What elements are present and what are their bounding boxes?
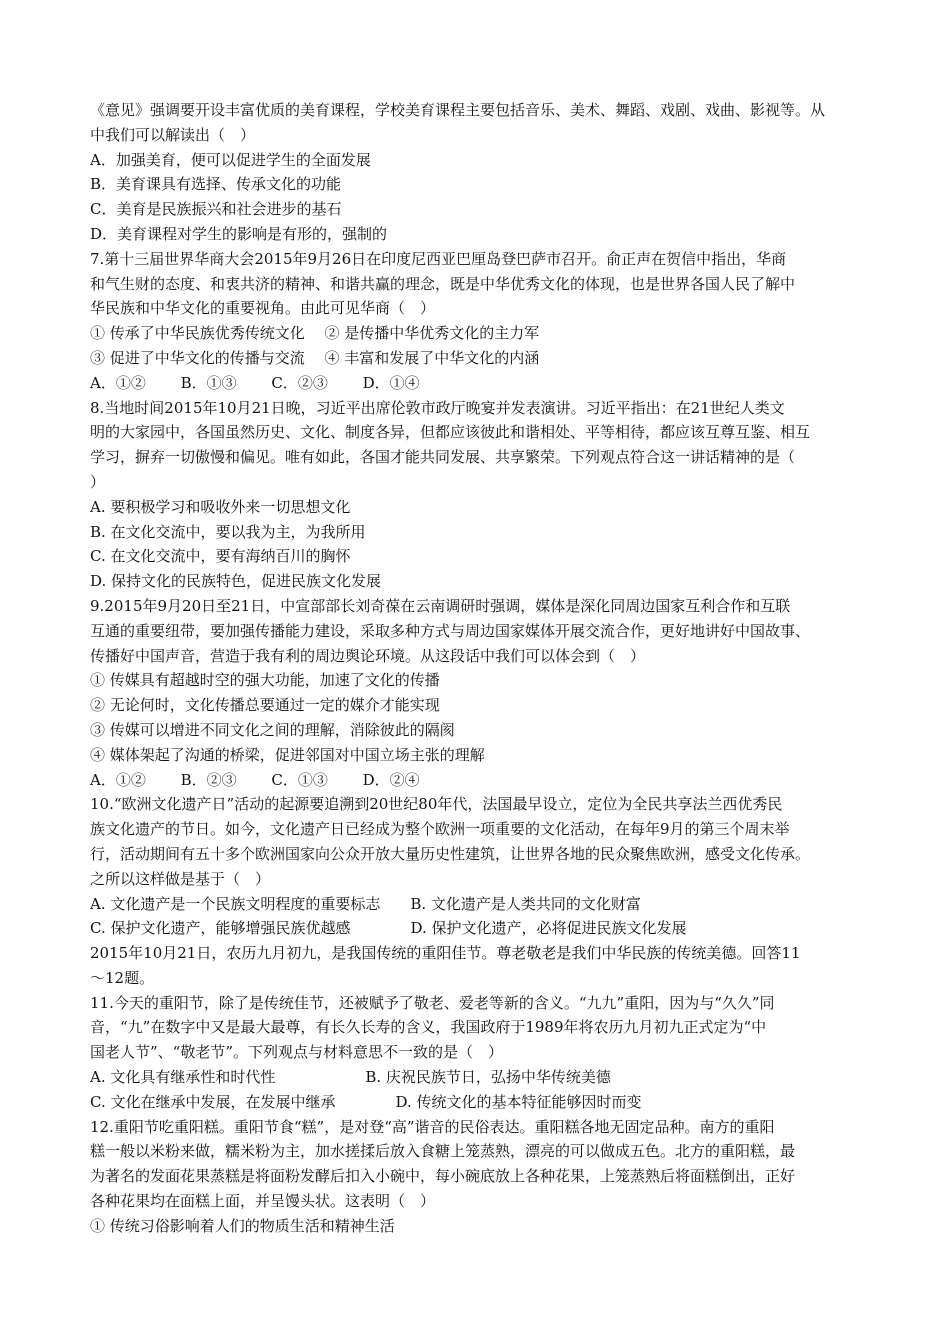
question-10-line: 行，活动期间有五十多个欧洲国家向公众开放大量历史性建筑，让世界各地的民众聚焦欧洲，感受文化传承。 [90, 844, 811, 863]
option-line: D．美育课程对学生的影响是有形的，强制的 [90, 224, 388, 243]
option-line: C. 保护文化遗产，能够增强民族优越感 D. 保护文化遗产，必将促进民族文化发展 [90, 919, 687, 938]
statement-line: ④ 媒体架起了沟通的桥梁，促进邻国对中国立场主张的理解 [90, 745, 485, 764]
statement-line: ② 无论何时，文化传播总要通过一定的媒介才能实现 [90, 696, 440, 715]
statement-line: ① 传媒具有超越时空的强大功能，加速了文化的传播 [90, 671, 440, 690]
question-10-line: 族文化遗产的节日。如今，文化遗产日已经成为整个欧洲一项重要的文化活动，在每年9月的第三个周末举 [90, 820, 790, 839]
question-12-line: 12.重阳节吃重阳糕。重阳节食“糕”，是对登“高”谐音的民俗表达。重阳糕各地无固定品种。南方的重阳 [90, 1117, 775, 1136]
question-9-line: 传播好中国声音，营造于我有利的周边舆论环境。从这段话中我们可以体会到（ ） [90, 646, 646, 665]
option-line: C．美育是民族振兴和社会进步的基石 [90, 200, 342, 219]
question-8-line: 明的大家园中，各国虽然历史、文化、制度各异，但都应该彼此和谐相处、平等相待，都应该互尊互鉴、相互 [90, 423, 811, 442]
question-10-line: 之所以这样做是基于（ ） [90, 869, 271, 888]
choice-line: A．①② B．①③ C．②③ D．①④ [90, 373, 420, 392]
material-line: 2015年10月21日，农历九月初九，是我国传统的重阳佳节。尊老敬老是我们中华民族的传统美德。回答11 [90, 944, 801, 963]
text-line: 中我们可以解读出（ ） [90, 125, 256, 144]
option-line: A. 文化具有继承性和时代性 B. 庆祝民族节日，弘扬中华传统美德 [90, 1068, 611, 1087]
question-11-line: 11.今天的重阳节，除了是传统佳节，还被赋予了敬老、爱老等新的含义。“九九”重阳，因为与“久久”同 [90, 993, 775, 1012]
option-line: A. 文化遗产是一个民族文明程度的重要标志 B. 文化遗产是人类共同的文化财富 [90, 894, 641, 913]
question-8-line: 8.当地时间2015年10月21日晚，习近平出席伦敦市政厅晚宴并发表演讲。习近平指出：在21世纪人类文 [90, 398, 785, 417]
choice-line: A．①② B．②③ C．①③ D．②④ [90, 770, 420, 789]
option-line: C. 在文化交流中，要有海纳百川的胸怀 [90, 547, 351, 566]
option-line: B. 在文化交流中，要以我为主，为我所用 [90, 522, 366, 541]
question-8-line: 学习，摒弃一切傲慢和偏见。唯有如此，各国才能共同发展、共享繁荣。下列观点符合这一讲话精神的是（ [90, 448, 796, 467]
text-line: 《意见》强调要开设丰富优质的美育课程，学校美育课程主要包括音乐、美术、舞蹈、戏剧、戏曲、影视等。从 [90, 101, 826, 119]
statement-line: ① 传承了中华民族优秀传统文化 ② 是传播中华优秀文化的主力军 [90, 324, 540, 343]
statement-line: ① 传统习俗影响着人们的物质生活和精神生活 [90, 1216, 395, 1235]
question-10-line: 10.“欧洲文化遗产日”活动的起源要追溯到20世纪80年代，法国最早设立，定位为全民共享法兰西优秀民 [90, 795, 783, 814]
question-7-line: 7.第十三届世界华商大会2015年9月26日在印度尼西亚巴厘岛登巴萨市召开。俞正声在贺信中指出，华商 [90, 249, 787, 268]
question-9-line: 互通的重要纽带，要加强传播能力建设，采取多种方式与周边国家媒体开展交流合作，更好地讲好中国故事、 [90, 621, 811, 640]
option-line: D. 保持文化的民族特色，促进民族文化发展 [90, 572, 382, 591]
question-8-line: ） [90, 472, 106, 491]
question-12-line: 各种花果均在面糕上面，并呈馒头状。这表明（ ） [90, 1192, 436, 1211]
question-11-line: 国老人节”、“敬老节”。下列观点与材料意思不一致的是（ ） [90, 1043, 504, 1062]
statement-line: ③ 促进了中华文化的传播与交流 ④ 丰富和发展了中华文化的内涵 [90, 348, 540, 367]
question-12-line: 糕一般以米粉来做，糯米粉为主，加水搓揉后放入食糖上笼蒸熟，漂亮的可以做成五色。北方的重阳糕，最 [90, 1142, 796, 1161]
option-line: B．美育课具有选择、传承文化的功能 [90, 175, 342, 194]
option-line: A．加强美育，便可以促进学生的全面发展 [90, 150, 371, 169]
question-12-line: 为著名的发面花果蒸糕是将面粉发酵后扣入小碗中，每小碗底放上各种花果，上笼蒸熟后将面糕倒出，正好 [90, 1167, 796, 1186]
question-9-line: 9.2015年9月20日至21日，中宣部部长刘奇葆在云南调研时强调，媒体是深化同周边国家互利合作和互联 [90, 596, 791, 615]
material-line: ～12题。 [90, 968, 155, 987]
question-11-line: 音，“九”在数字中又是最大最尊，有长久长寿的含义，我国政府于1989年将农历九月初九正式定为“中 [90, 1018, 767, 1037]
statement-line: ③ 传媒可以增进不同文化之间的理解，消除彼此的隔阂 [90, 720, 455, 739]
question-7-line: 华民族和中华文化的重要视角。由此可见华商（ ） [90, 299, 436, 318]
option-line: A. 要积极学习和吸收外来一切思想文化 [90, 497, 351, 516]
question-7-line: 和气生财的态度、和衷共济的精神、和谐共赢的理念，既是中华优秀文化的体现，也是世界各国人民了解中 [90, 274, 796, 293]
option-line: C. 文化在继承中发展，在发展中继承 D. 传统文化的基本特征能够因时而变 [90, 1092, 642, 1111]
